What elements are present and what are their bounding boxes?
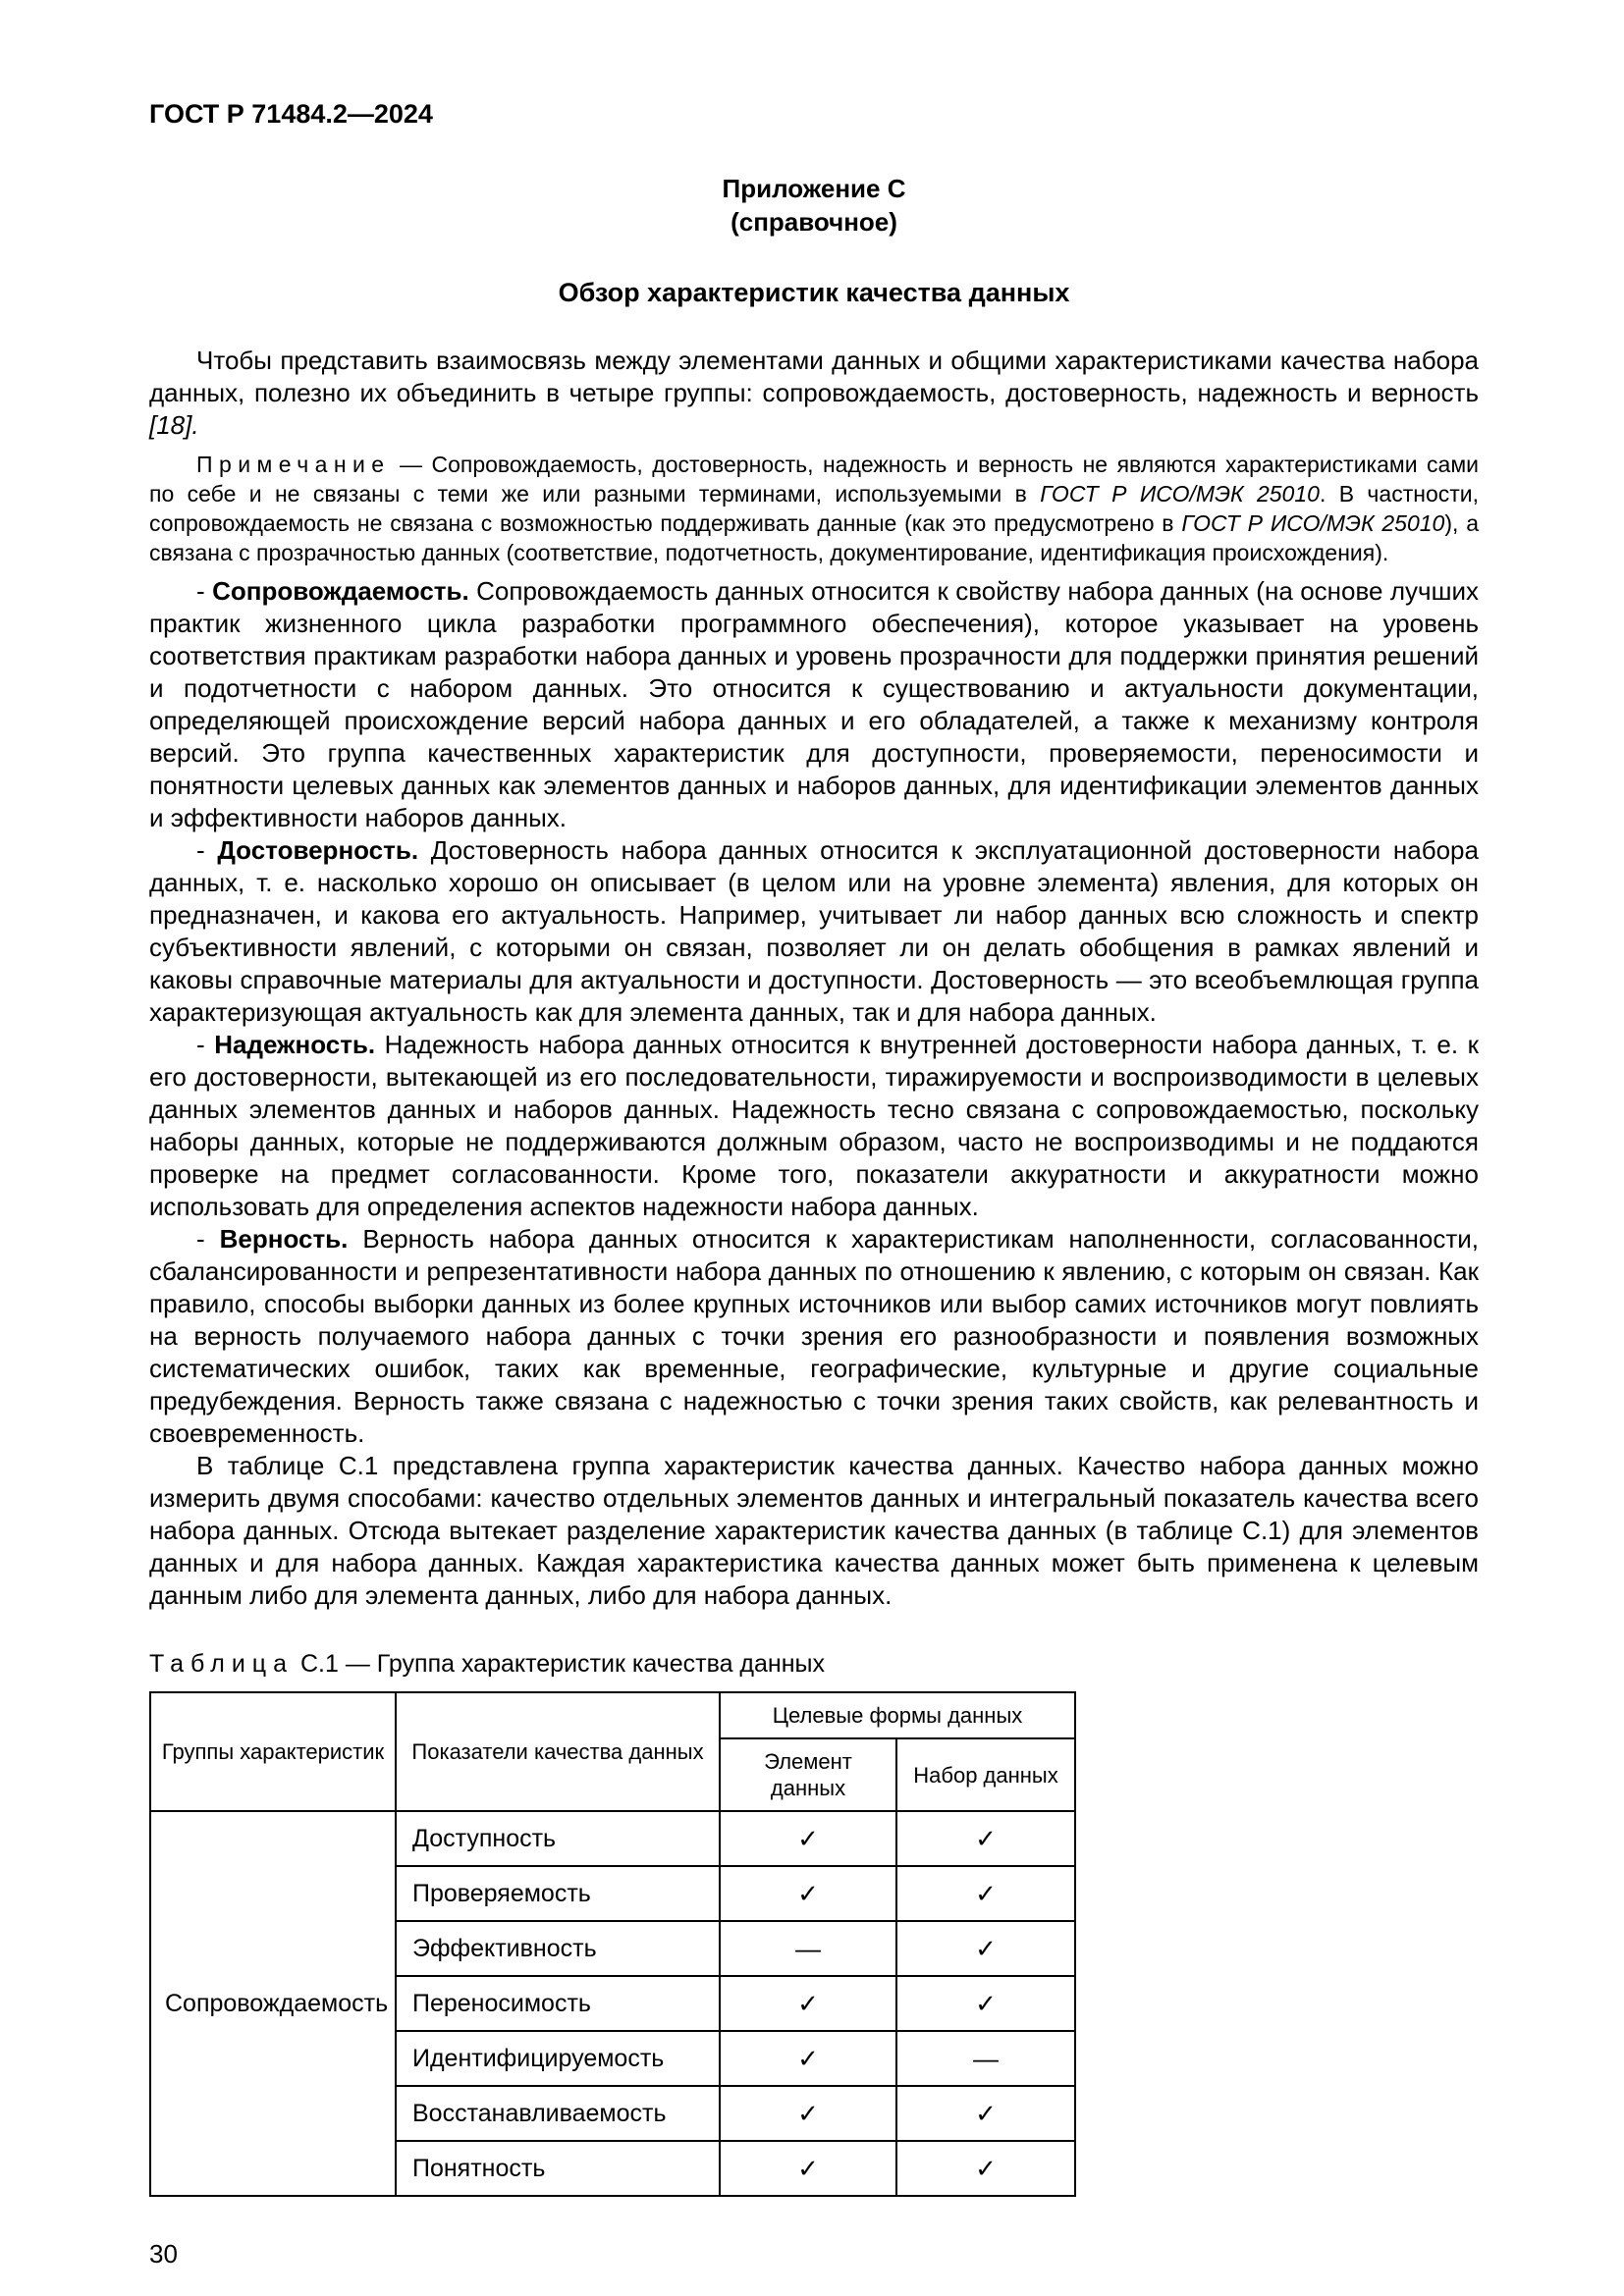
quality-characteristics-table <box>149 1691 1076 2197</box>
table-row <box>150 1811 1075 1866</box>
element-mark: ✓ <box>720 1976 896 2031</box>
element-mark: — <box>720 1921 896 1976</box>
appendix-heading: Приложение С <box>722 174 906 203</box>
dataset-mark: ✓ <box>896 1976 1075 2031</box>
indicator-cell: Доступность <box>396 1811 720 1866</box>
element-mark: ✓ <box>720 2141 896 2196</box>
indicator-cell: Проверяемость <box>396 1866 720 1921</box>
table-caption: Таблица С.1 — Группа характеристик качества данных <box>149 1650 825 1678</box>
header-indicators: Показатели качества данных <box>396 1692 720 1811</box>
element-mark: ✓ <box>720 2031 896 2086</box>
item-credibility: - Достоверность. Достоверность набора данных относится к эксплуатационной достоверности набора данных, т. е. насколько хорошо он описывает (в целом или на уровне элемента) явления, для которых он предназначен, и какова его актуальность. Например, учитывает ли набор данных всю сложность и спектр субъективности явлений, с которыми он связан, позволяет ли он делать обобщения в рамках явлений и каковы справочные материалы для актуальности и доступности. Достоверность — это всеобъемлющая группа характеризующая актуальность как для элемента данных, так и для набора данных. <box>149 835 1479 1027</box>
indicator-cell: Идентифицируемость <box>396 2031 720 2086</box>
indicator-cell: Понятность <box>396 2141 720 2196</box>
intro-paragraph: Чтобы представить взаимосвязь между элементами данных и общими характеристиками качества набора данных, полезно их объединить в четыре группы: сопровождаемость, достоверность, надежность и верность [18]. <box>149 346 1479 440</box>
dataset-mark: ✓ <box>896 1921 1075 1976</box>
item-reliability: - Надежность. Надежность набора данных относится к внутренней достоверности набора данных, т. е. к его достоверности, вытекающей из его последовательности, тиражируемости и воспроизводимости в целевых данных элементов данных и наборов данных. Надежность тесно связана с сопровождаемостью, поскольку наборы данных, которые не поддерживаются должным образом, часто не воспроизводимы и не поддаются проверке на предмет согласованности. Кроме того, показатели аккуратности и аккуратности можно использовать для определения аспектов надежности набора данных. <box>149 1030 1479 1221</box>
closing-paragraph: В таблице С.1 представлена группа характеристик качества данных. Качество набора данных можно измерить двумя способами: качество отдельных элементов данных и интегральный показатель качества всего набора данных. Отсюда вытекает разделение характеристик качества данных (в таблице С.1) для элементов данных и для набора данных. Каждая характеристика качества данных может быть применена к целевым данным либо для элемента данных, либо для набора данных. <box>149 1451 1479 1610</box>
dataset-mark: ✓ <box>896 1866 1075 1921</box>
item-fidelity: - Верность. Верность набора данных относится к характеристикам наполненности, согласованности, сбалансированности и репрезентативности набора данных по отношению к явлению, с которым он связан. Как правило, способы выборки данных из более крупных источников или выбор самих источников могут повлиять на верность получаемого набора данных с точки зрения его разнообразности и появления возможных систематических ошибок, таких как временные, географические, культурные и другие социальные предубеждения. Верность также связана с надежностью с точки зрения таких свойств, как релевантность и своевременность. <box>149 1224 1479 1448</box>
dataset-mark: ✓ <box>896 2141 1075 2196</box>
indicator-cell: Переносимость <box>396 1976 720 2031</box>
element-mark: ✓ <box>720 1811 896 1866</box>
indicator-cell: Восстанавливаемость <box>396 2086 720 2141</box>
appendix-subheading: (справочное) <box>731 207 897 237</box>
table-header-row-1 <box>150 1692 1075 1738</box>
dataset-mark: ✓ <box>896 2086 1075 2141</box>
header-groups: Группы характеристик <box>150 1692 396 1811</box>
indicator-cell: Эффективность <box>396 1921 720 1976</box>
header-element: Элемент данных <box>720 1738 896 1811</box>
group-cell-maintainability: Сопровождаемость <box>150 1811 396 2196</box>
header-dataset: Набор данных <box>896 1738 1075 1811</box>
item-maintainability: - Сопровождаемость. Сопровождаемость данных относится к свойству набора данных (на основе лучших практик жизненного цикла разработки программного обеспечения), которое указывает на уровень соответствия практикам разработки набора данных и уровень прозрачности для поддержки принятия решений и подотчетности с набором данных. Это относится к существованию и актуальности документации, определяющей происхождение версий набора данных и его обладателей, а также к механизму контроля версий. Это группа качественных характеристик для доступности, проверяемости, переносимости и понятности целевых данных как элементов данных и наборов данных, для идентификации элементов данных и эффективности наборов данных. <box>149 576 1479 832</box>
dataset-mark: — <box>896 2031 1075 2086</box>
section-title: Обзор характеристик качества данных <box>558 278 1070 307</box>
dataset-mark: ✓ <box>896 1811 1075 1866</box>
element-mark: ✓ <box>720 1866 896 1921</box>
document-number: ГОСТ Р 71484.2—2024 <box>149 99 433 129</box>
page-number: 30 <box>149 2239 178 2269</box>
header-target-forms: Целевые формы данных <box>720 1692 1075 1738</box>
element-mark: ✓ <box>720 2086 896 2141</box>
note-paragraph: Примечание — Сопровождаемость, достоверность, надежность и верность не являются характеристиками сами по себе и не связаны с теми же или разными терминами, используемыми в ГОСТ Р ИСО/МЭК 25010. В частности, сопровождаемость не связана с возможностью поддерживать данные (как это предусмотрено в ГОСТ Р ИСО/МЭК 25010), а связана с прозрачностью данных (соответствие, подотчетность, документирование, идентификация происхождения). <box>149 452 1480 565</box>
